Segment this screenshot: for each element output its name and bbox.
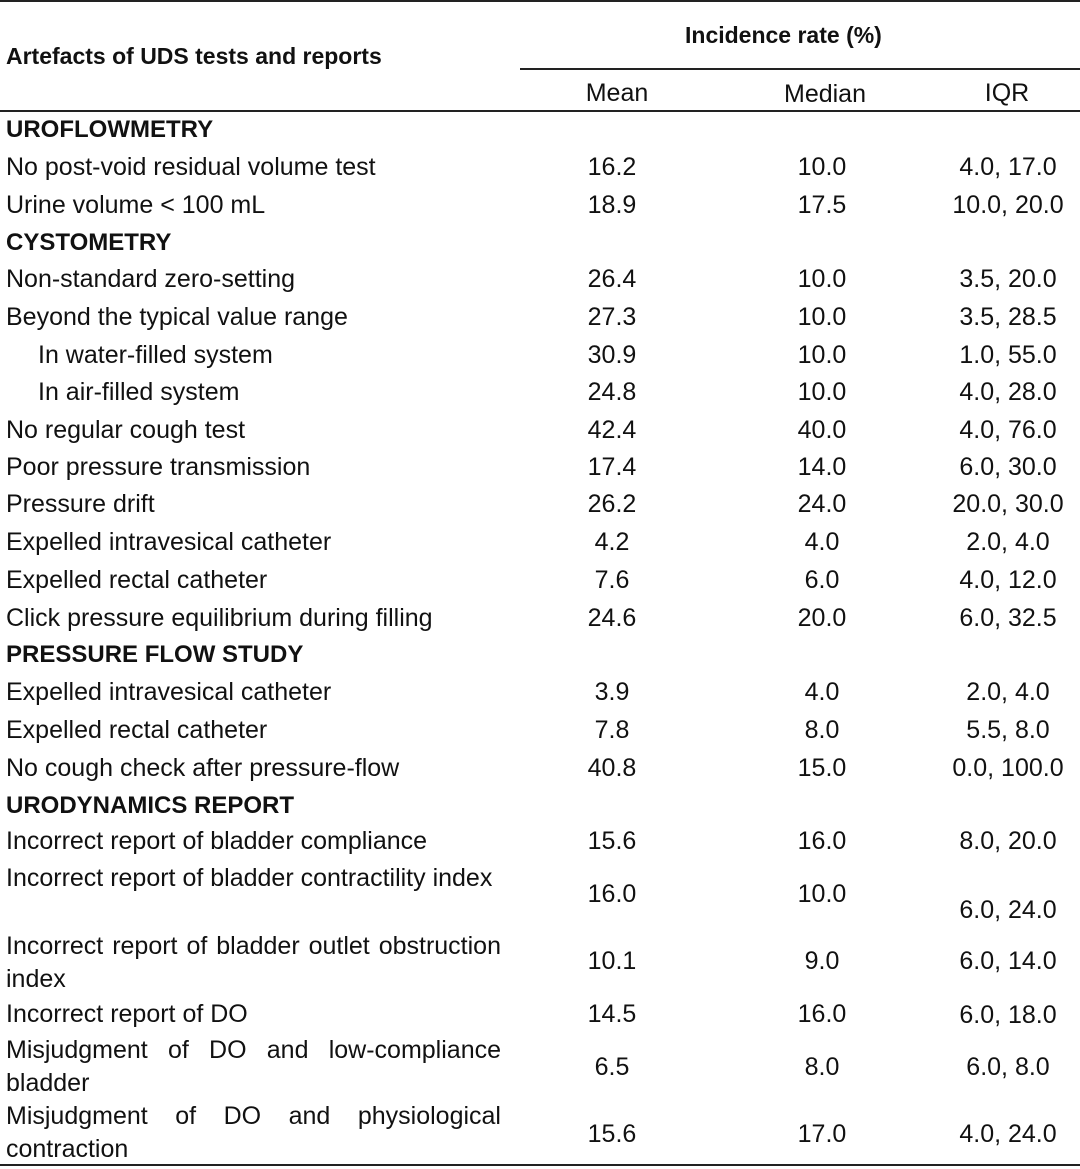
- row-mean: 26.4: [587, 265, 637, 293]
- row-iqr: 4.0, 28.0: [959, 378, 1057, 406]
- row-label: Incorrect report of bladder outlet obstruction index: [6, 932, 501, 993]
- row-median: 24.0: [797, 490, 847, 518]
- row-label: No regular cough test: [6, 416, 246, 444]
- row-mean: 15.6: [587, 827, 637, 855]
- row-label: Incorrect report of bladder compliance: [6, 827, 428, 855]
- row-mean: 16.0: [587, 880, 637, 908]
- row-iqr: 5.5, 8.0: [966, 716, 1050, 744]
- row-median: 8.0: [804, 716, 840, 744]
- artefacts-header: Artefacts of UDS tests and reports: [6, 43, 382, 69]
- section-cystometry: CYSTOMETRY: [6, 229, 172, 256]
- row-mean: 40.8: [587, 754, 637, 782]
- row-label: In water-filled system: [38, 341, 273, 369]
- header-subrule: [520, 68, 1080, 70]
- row-label: Expelled rectal catheter: [6, 716, 268, 744]
- row-median: 20.0: [797, 604, 847, 632]
- row-median: 40.0: [797, 416, 847, 444]
- iqr-column-header: IQR: [984, 79, 1030, 107]
- row-label: Pressure drift: [6, 490, 155, 518]
- row-median: 4.0: [804, 528, 840, 556]
- row-mean: 24.8: [587, 378, 637, 406]
- row-iqr: 20.0, 30.0: [952, 490, 1064, 518]
- row-median: 10.0: [797, 378, 847, 406]
- median-column-header: Median: [784, 80, 866, 108]
- row-median: 10.0: [797, 880, 847, 908]
- row-iqr: 6.0, 32.5: [959, 604, 1057, 632]
- row-iqr: 6.0, 14.0: [959, 947, 1057, 975]
- row-label: Beyond the typical value range: [6, 303, 348, 331]
- row-label: In air-filled system: [38, 378, 240, 406]
- row-mean: 26.2: [587, 490, 637, 518]
- row-mean: 6.5: [594, 1053, 630, 1081]
- row-mean: 15.6: [587, 1120, 637, 1148]
- row-mean: 27.3: [587, 303, 637, 331]
- row-iqr: 2.0, 4.0: [966, 528, 1050, 556]
- row-label: Click pressure equilibrium during filling: [6, 604, 433, 632]
- header-bottom-rule: [0, 110, 1080, 112]
- row-label: Poor pressure transmission: [6, 453, 311, 481]
- row-iqr: 8.0, 20.0: [959, 827, 1057, 855]
- row-mean: 7.6: [594, 566, 630, 594]
- row-mean: 16.2: [587, 153, 637, 181]
- row-label: Expelled intravesical catheter: [6, 678, 332, 706]
- row-label: Incorrect report of bladder contractility index: [6, 864, 493, 892]
- row-mean: 30.9: [587, 341, 637, 369]
- row-iqr: 10.0, 20.0: [952, 191, 1064, 219]
- row-label: Non-standard zero-setting: [6, 265, 296, 293]
- section-uroflowmetry: UROFLOWMETRY: [6, 116, 214, 143]
- row-median: 9.0: [804, 947, 840, 975]
- row-median: 10.0: [797, 153, 847, 181]
- row-mean: 42.4: [587, 416, 637, 444]
- top-rule: [0, 0, 1080, 2]
- row-iqr: 4.0, 24.0: [959, 1120, 1057, 1148]
- row-label: Urine volume < 100 mL: [6, 191, 266, 219]
- row-iqr: 0.0, 100.0: [952, 754, 1064, 782]
- row-median: 8.0: [804, 1053, 840, 1081]
- row-median: 16.0: [797, 1000, 847, 1028]
- row-iqr: 2.0, 4.0: [966, 678, 1050, 706]
- row-label: Misjudgment of DO and low-compliance bladder: [6, 1036, 501, 1097]
- row-iqr: 1.0, 55.0: [959, 341, 1057, 369]
- row-mean: 10.1: [587, 947, 637, 975]
- row-label: Expelled rectal catheter: [6, 566, 268, 594]
- row-iqr: 4.0, 17.0: [959, 153, 1057, 181]
- row-median: 6.0: [804, 566, 840, 594]
- row-mean: 3.9: [594, 678, 630, 706]
- row-iqr: 6.0, 8.0: [966, 1053, 1050, 1081]
- incidence-rate-header: Incidence rate (%): [685, 22, 882, 48]
- row-median: 10.0: [797, 341, 847, 369]
- row-mean: 14.5: [587, 1000, 637, 1028]
- row-mean: 24.6: [587, 604, 637, 632]
- row-iqr: 6.0, 30.0: [959, 453, 1057, 481]
- row-label: Incorrect report of DO: [6, 1000, 248, 1028]
- row-iqr: 3.5, 28.5: [959, 303, 1057, 331]
- row-median: 14.0: [797, 453, 847, 481]
- row-mean: 4.2: [594, 528, 630, 556]
- row-iqr: 6.0, 18.0: [959, 1001, 1057, 1029]
- row-iqr: 3.5, 20.0: [959, 265, 1057, 293]
- row-iqr: 6.0, 24.0: [959, 896, 1057, 924]
- row-median: 15.0: [797, 754, 847, 782]
- row-label: Expelled intravesical catheter: [6, 528, 332, 556]
- row-mean: 7.8: [594, 716, 630, 744]
- row-label: No cough check after pressure-flow: [6, 754, 400, 782]
- row-mean: 17.4: [587, 453, 637, 481]
- row-median: 10.0: [797, 303, 847, 331]
- row-iqr: 4.0, 76.0: [959, 416, 1057, 444]
- mean-column-header: Mean: [585, 79, 649, 107]
- row-median: 17.5: [797, 191, 847, 219]
- row-label: Misjudgment of DO and physiological contraction: [6, 1102, 501, 1163]
- row-median: 10.0: [797, 265, 847, 293]
- row-median: 4.0: [804, 678, 840, 706]
- section-urodynamics-report: URODYNAMICS REPORT: [6, 792, 295, 819]
- section-pressure-flow-study: PRESSURE FLOW STUDY: [6, 641, 304, 668]
- row-iqr: 4.0, 12.0: [959, 566, 1057, 594]
- row-mean: 18.9: [587, 191, 637, 219]
- row-median: 16.0: [797, 827, 847, 855]
- row-median: 17.0: [797, 1120, 847, 1148]
- row-label: No post-void residual volume test: [6, 153, 376, 181]
